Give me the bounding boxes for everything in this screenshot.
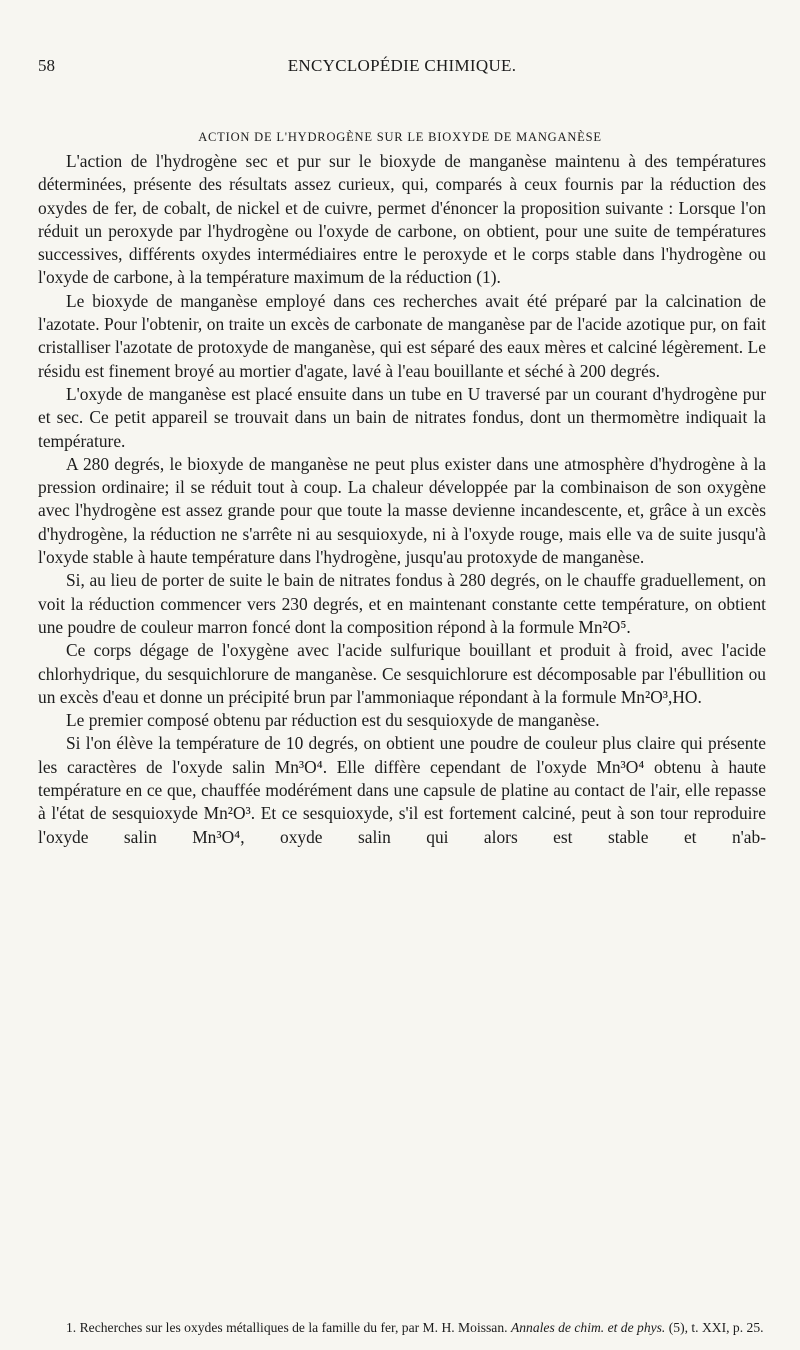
page-number: 58	[38, 56, 55, 75]
paragraph-3: L'oxyde de manganèse est placé ensuite dans un tube en U traversé par un courant d'hydrogène pur et sec. Ce petit appareil se trouvait dans un bain de nitrates fondus, dont un thermomètre indiquait la température.	[38, 383, 766, 451]
running-title: ENCYCLOPÉDIE CHIMIQUE.	[287, 56, 517, 75]
body-text	[38, 150, 766, 849]
paragraph-5: Si, au lieu de porter de suite le bain de nitrates fondus à 280 degrés, on le chauffe graduellement, on voit la réduction commencer vers 230 degrés, et en maintenant constante cette température, on obtient une poudre de couleur marron foncé dont la composition répond à la formule Mn²O⁵.	[38, 570, 766, 637]
footnote-reference: (5), t. XXI, p. 25.	[668, 1320, 764, 1335]
footnote-text: Recherches sur les oxydes métalliques de la famille du fer, par M. H. Moissan.	[79, 1320, 508, 1335]
paragraph-8: Si l'on élève la température de 10 degrés, on obtient une poudre de couleur plus claire qui présente les caractères de l'oxyde salin Mn³O⁴. Elle diffère cependant de l'oxyde Mn³O⁴ obtenu à haute température en ce que, chauffée modérément dans une capsule de platine au contact de l'air, elle repasse à l'état de sesquioxyde Mn²O³. Et ce sesquioxyde, s'il est fortement calciné, peut à son tour reproduire l'oxyde salin Mn³O⁴, oxyde salin qui alors est stable et n'ab-	[38, 733, 766, 847]
footnote-number: 1.	[66, 1320, 77, 1335]
section-title: ACTION DE L'HYDROGÈNE SUR LE BIOXYDE DE MANGANÈSE	[198, 130, 602, 144]
paragraph-4: A 280 degrés, le bioxyde de manganèse ne peut plus exister dans une atmosphère d'hydrogène à la pression ordinaire; il se réduit tout à coup. La chaleur développée par la combinaison de son oxygène avec l'hydrogène est assez grande pour que toute la masse devienne incandescente, et, grâce à un excès d'hydrogène, la réduction ne s'arrête ni au sesquioxyde, ni à l'oxyde rouge, mais elle va de suite jusqu'à l'oxyde stable à haute température dans l'hydrogène, jusqu'au protoxyde de manganèse.	[38, 453, 766, 568]
footnote	[38, 1318, 766, 1337]
paragraph-7: Le premier composé obtenu par réduction est du sesquioxyde de manganèse.	[66, 710, 600, 731]
paragraph-6: Ce corps dégage de l'oxygène avec l'acide sulfurique bouillant et produit à froid, avec l'acide chlorhydrique, du sesquichlorure de manganèse. Ce sesquichlorure est décomposable par l'ébullition ou un excès d'eau et donne un précipité brun par l'ammoniaque répondant à la formule Mn²O³,HO.	[38, 640, 766, 707]
footnote-journal: Annales de chim. et de phys.	[510, 1320, 666, 1335]
paragraph-1: L'action de l'hydrogène sec et pur sur le bioxyde de manganèse maintenu à des températures déterminées, présente des résultats assez curieux, qui, comparés à ceux fournis par la réduction des oxydes de fer, de cobalt, de nickel et de cuivre, permet d'énoncer la proposition suivante : Lorsque l'on réduit un peroxyde par l'hydrogène ou l'oxyde de carbone, on obtient, pour une suite de températures successives, différents oxydes intermédiaires entre le peroxyde et le corps stable dans l'hydrogène ou l'oxyde de carbone, à la température maximum de la réduction (1).	[38, 151, 766, 288]
paragraph-2: Le bioxyde de manganèse employé dans ces recherches avait été préparé par la calcination de l'azotate. Pour l'obtenir, on traite un excès de carbonate de manganèse par de l'acide azotique pur, on fait cristalliser l'azotate de protoxyde de manganèse, qui est séparé des eaux mères et calciné légèrement. Le résidu est finement broyé au mortier d'agate, lavé à l'eau bouillante et séché à 200 degrés.	[38, 290, 766, 381]
page-header	[38, 56, 766, 78]
